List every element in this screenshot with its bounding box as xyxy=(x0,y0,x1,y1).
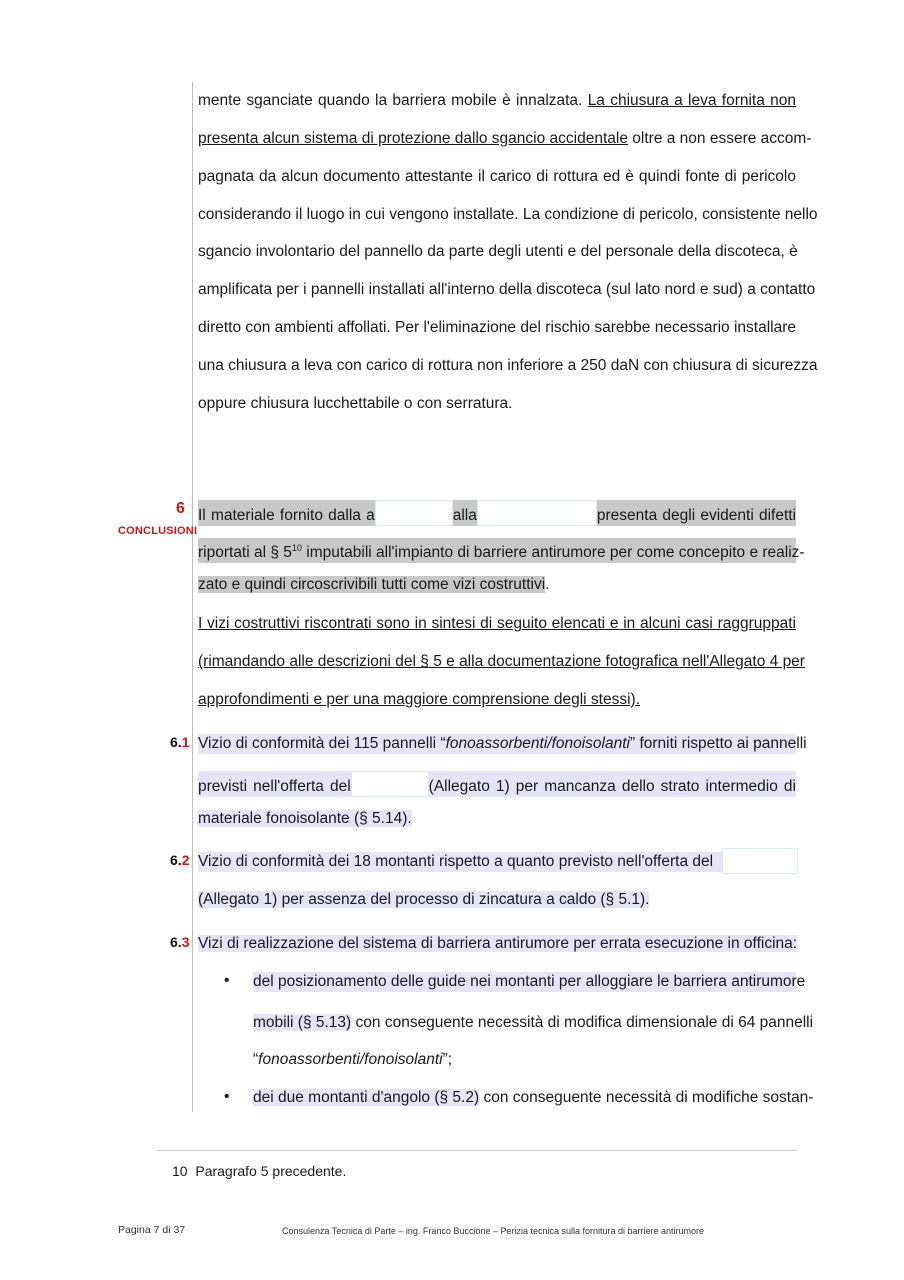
footnote-number: 10 xyxy=(172,1163,188,1179)
italic-text: fonoassorbenti/fonoisolanti xyxy=(258,1051,443,1068)
conclusion-line-2 xyxy=(198,538,805,563)
text: materiale fonoisolante (§ 5.14). xyxy=(198,810,412,827)
intro-line-1 xyxy=(198,91,796,111)
bullet-1-line-1: del posizionamento delle guide nei montanti per alloggiare le barriera antirumore xyxy=(253,973,806,990)
s63-line-1 xyxy=(198,934,796,954)
redacted-box xyxy=(351,771,429,797)
text: (Allegato 1) per mancanza dello strato intermedio di xyxy=(428,778,796,795)
text: presenta degli evidenti difetti xyxy=(596,507,796,524)
intro-line-6: amplificata per i pannelli installati all'interno della discoteca (sul lato nord e sud) a contatto xyxy=(198,281,816,298)
text: Vizio di conformità dei 115 pannelli “ xyxy=(198,735,446,752)
intro-line-4: considerando il luogo in cui vengono installate. La condizione di pericolo, consistente nello xyxy=(198,206,818,223)
text: . xyxy=(545,576,550,593)
s61-line-1 xyxy=(198,734,807,754)
text: 1 xyxy=(181,734,190,750)
bullet-icon: • xyxy=(224,1088,230,1105)
text: 2 xyxy=(181,852,190,868)
bullet-icon: • xyxy=(224,972,230,989)
bullet-1-line-2 xyxy=(253,1013,814,1033)
intro-line-2 xyxy=(198,129,812,149)
footnote-ref: 10 xyxy=(291,543,302,553)
text: Il materiale fornito dalla a xyxy=(198,507,375,524)
text: 3 xyxy=(181,934,190,950)
underlined-text: La chiusura a leva fornita non xyxy=(587,92,797,109)
summary-line-1: I vizi costruttivi riscontrati sono in sintesi di seguito elencati e in alcuni casi raggruppati xyxy=(198,615,796,632)
italic-text: fonoassorbenti/fonoisolanti xyxy=(445,735,630,752)
intro-line-7: diretto con ambienti affollati. Per l'eliminazione del rischio sarebbe necessario installare xyxy=(198,319,797,336)
s62-line-1 xyxy=(198,852,796,872)
summary-line-3: approfondimenti e per una maggiore comprensione degli stessi). xyxy=(198,691,640,708)
conclusion-line-3 xyxy=(198,575,796,595)
margin-rule xyxy=(192,82,193,1112)
text: oltre a non essere accom- xyxy=(632,130,812,147)
redacted-box xyxy=(375,500,453,526)
text: 6. xyxy=(170,852,182,868)
bullet-2-line-1 xyxy=(253,1088,814,1108)
page-number: Pagina 7 di 37 xyxy=(118,1224,186,1236)
intro-line-8: una chiusura a leva con carico di rottura non inferiore a 250 daN con chiusura di sicurezza xyxy=(198,357,818,374)
text: Vizio di conformità dei 18 montanti rispetto a quanto previsto nell'offerta del xyxy=(198,853,714,870)
text: Vizi di realizzazione del sistema di barriera antirumore per errata esecuzione in officina: xyxy=(198,935,798,952)
subsection-number-6-2 xyxy=(170,852,189,868)
intro-line-9: oppure chiusura lucchettabile o con serratura. xyxy=(198,395,513,412)
text: 6. xyxy=(170,934,182,950)
text: ” forniti rispetto ai pannelli xyxy=(629,735,807,752)
text: mente sganciate quando la barriera mobile è innalzata. xyxy=(198,92,583,109)
text: con conseguente necessità di modifica dimensionale di 64 pannelli xyxy=(351,1014,814,1031)
footnote xyxy=(172,1163,346,1179)
footer-title: Consulenza Tecnica di Parte – ing. Franco Buccione – Perizia tecnica sulla fornitura di barriere antirumore xyxy=(282,1226,705,1236)
conclusion-line-1 xyxy=(198,500,796,526)
text: zato e quindi circoscrivibili tutti come vizi costruttivi xyxy=(198,576,546,593)
underlined-text: presenta alcun sistema di protezione dallo sgancio accidentale xyxy=(198,130,628,147)
subsection-number-6-3 xyxy=(170,934,189,950)
redacted-box xyxy=(722,848,798,874)
text: dei due montanti d'angolo (§ 5.2) xyxy=(253,1089,480,1106)
text: ”; xyxy=(442,1051,453,1068)
section-number: 6 xyxy=(176,500,185,517)
s61-line-2 xyxy=(198,771,796,797)
text: riportati al § 5 xyxy=(198,544,292,562)
text: (Allegato 1) per assenza del processo di zincatura a caldo (§ 5.1). xyxy=(198,891,650,908)
text: 6. xyxy=(170,734,182,750)
text: previsti nell'offerta del xyxy=(198,778,351,795)
s61-line-3 xyxy=(198,809,796,829)
summary-line-2: (rimandando alle descrizioni del § 5 e alla documentazione fotografica nell'Allegato 4 per xyxy=(198,653,805,670)
intro-line-3: pagnata da alcun documento attestante il carico di rottura ed è quindi fonte di pericolo xyxy=(198,168,796,185)
footnote-text: Paragrafo 5 precedente. xyxy=(195,1163,347,1179)
section-label: CONCLUSIONI xyxy=(118,525,198,537)
text: alla xyxy=(452,507,477,524)
text: con conseguente necessità di modifiche sostan- xyxy=(479,1089,814,1106)
subsection-number-6-1 xyxy=(170,734,189,750)
intro-line-5: sgancio involontario del pannello da parte degli utenti e del personale della discoteca, è xyxy=(198,243,798,260)
text: “ xyxy=(253,1051,259,1068)
footnote-separator xyxy=(157,1150,797,1151)
s62-line-2 xyxy=(198,890,796,910)
text: imputabili all'impianto di barriere antirumore per come concepito e realiz- xyxy=(306,544,805,562)
redacted-box xyxy=(477,500,597,526)
bullet-1-line-3 xyxy=(253,1050,796,1070)
text: mobili (§ 5.13) xyxy=(253,1014,352,1031)
